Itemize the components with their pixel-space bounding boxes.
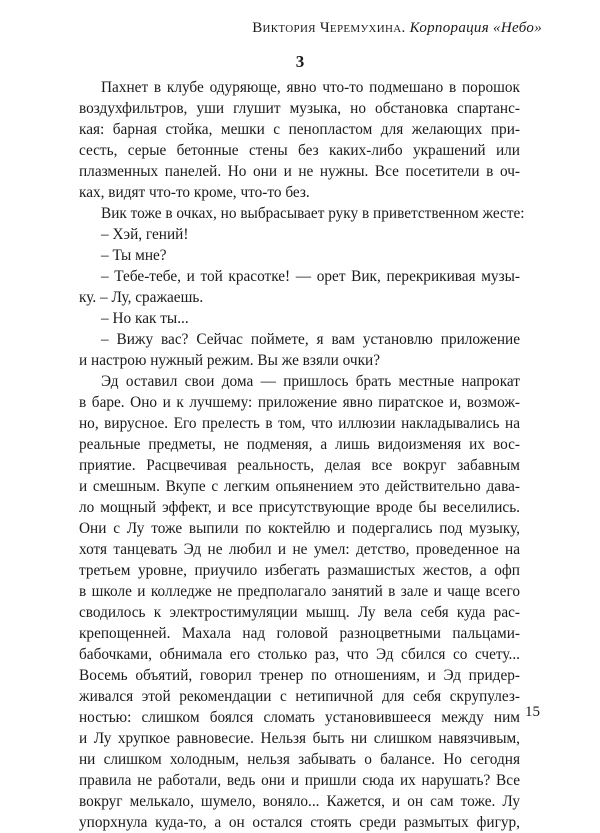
- text-line: бабочками, обнимала его столько раз, что Эд сбился со счету...: [79, 646, 520, 663]
- text-line: сесть, серые бетонные стены без каких-либо украшений или: [79, 142, 520, 159]
- body-text: [79, 77, 525, 833]
- running-head-title: Корпорация «Небо»: [409, 20, 542, 36]
- text-line: и смешным. Вкупе с легким опьянением это действительно дава-: [79, 478, 520, 495]
- text-line: Эд оставил свои дома — пришлось брать местные напрокат: [101, 373, 520, 390]
- text-line: крепощенней. Махала над головой разноцветными пальцами-: [79, 625, 520, 642]
- page-number: 15: [525, 704, 540, 720]
- text-line: Восемь объятий, говорил тренер по отношениям, и Эд придер-: [79, 667, 520, 684]
- text-line: живался этой рекомендации с нетипичной для себя скрупулез-: [79, 688, 520, 705]
- text-line: ни слишком холодным, нельзя забывать о балансе. Но сегодня: [79, 751, 520, 768]
- text-line: – Тебе-тебе, и той красотке! — орет Вик, перекрикивая музы-: [101, 268, 520, 285]
- text-line: и настрою нужный режим. Вы же взяли очки?: [79, 352, 380, 369]
- text-line: – Но как ты...: [101, 310, 189, 327]
- text-line: в школе и колледже не предполагало занятий в зале и чаще всего: [79, 583, 520, 600]
- text-line: упорхнула куда-то, а он остался стоять среди размытых фигур,: [79, 814, 520, 831]
- text-line: но, вирусное. Его прелесть в том, что иллюзии накладывались на: [79, 415, 520, 432]
- text-line: – Хэй, гений!: [101, 226, 189, 243]
- text-line: Вик тоже в очках, но выбрасывает руку в приветственном жесте:: [101, 205, 525, 222]
- running-head: [252, 20, 542, 37]
- text-line: ло мощный эффект, и все присутствующие вроде бы веселились.: [79, 499, 520, 516]
- text-line: хотя танцевать Эд не любил и не умел: детство, проведенное на: [79, 541, 520, 558]
- text-line: Пахнет в клубе одуряюще, явно что-то подмешано в порошок: [101, 79, 520, 96]
- text-line: правила не работали, ведь они и пришли сюда их нарушать? Все: [79, 772, 520, 789]
- text-line: вокруг мелькало, шумело, воняло... Кажется, и он сам тоже. Лу: [79, 793, 520, 810]
- running-head-author: Виктория Черемухина.: [252, 20, 406, 36]
- text-line: кая: барная стойка, мешки с пенопластом для желающих при-: [79, 121, 520, 138]
- text-line: сводилось к электростимуляции мышц. Лу вела себя куда рас-: [79, 604, 520, 621]
- text-line: воздухфильтров, уши глушит музыка, но обстановка спартанс-: [79, 100, 520, 117]
- text-line: третьем уровне, приучило избегать размашистых жестов, а офп: [79, 562, 520, 579]
- text-line: ку. – Лу, сражаешь.: [79, 289, 204, 306]
- text-line: плазменных панелей. Но они и не нужны. Все посетители в оч-: [79, 163, 520, 180]
- text-line: Они с Лу тоже выпили по коктейлю и подергались под музыку,: [79, 520, 520, 537]
- text-line: – Вижу вас? Сейчас поймете, я вам установлю приложение: [101, 331, 520, 348]
- text-line: – Ты мне?: [101, 247, 167, 264]
- text-line: реальные предметы, не подменяя, а лишь видоизменяя их вос-: [79, 436, 520, 453]
- text-line: приятие. Расцвечивая реальность, делая все вокруг забавным: [79, 457, 520, 474]
- text-line: в баре. Оно и к лучшему: приложение явно пиратское и, возмож-: [79, 394, 520, 411]
- text-line: ностью: слишком боялся сломать установившееся между ним: [79, 709, 520, 726]
- text-line: и Лу хрупкое равновесие. Нельзя быть ни слишком навязчивым,: [79, 730, 520, 747]
- chapter-number: 3: [295, 52, 305, 71]
- text-line: ках, видят что-то кроме, что-то без.: [79, 184, 310, 201]
